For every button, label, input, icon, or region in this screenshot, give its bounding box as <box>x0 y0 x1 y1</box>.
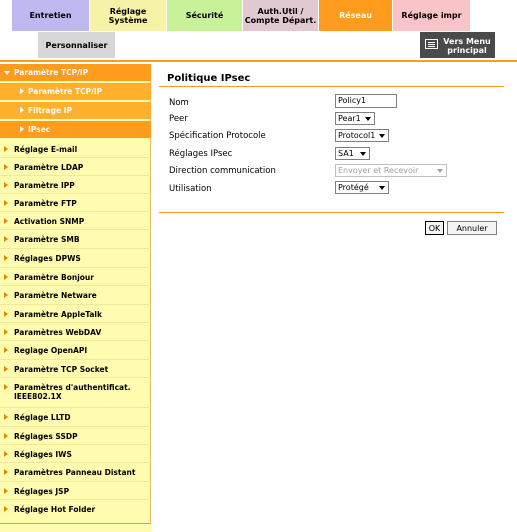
tab-entretien[interactable]: Entretien <box>12 0 90 31</box>
sidebar-item-smb[interactable] <box>0 230 151 249</box>
sidebar-item-tcpip-group[interactable] <box>0 64 151 81</box>
arrow-right-icon <box>4 200 8 206</box>
arrow-right-icon <box>4 182 8 188</box>
usage-value: Protégé <box>338 183 369 192</box>
sidebar-item-label: Réglages JSP <box>14 487 70 496</box>
sidebar-item-dpws[interactable] <box>0 249 151 268</box>
ipsec-settings-value: SA1 <box>338 149 354 158</box>
sidebar-item-tcpip[interactable] <box>0 83 151 100</box>
sidebar-item-label: Réglages DPWS <box>14 254 81 263</box>
sidebar-item-ipp[interactable] <box>0 176 151 194</box>
sidebar-item-hot-folder[interactable] <box>0 500 151 519</box>
cancel-button[interactable]: Annuler <box>447 221 497 235</box>
sidebar-item-label: Réglages IWS <box>14 450 72 459</box>
arrow-right-icon <box>20 126 24 132</box>
sidebar-item-appletalk[interactable] <box>0 305 151 323</box>
ipsec-settings-select[interactable] <box>335 147 370 160</box>
page-title: Politique IPsec <box>167 73 251 84</box>
tab-reglage-impr[interactable]: Réglage impr <box>393 0 471 31</box>
tab-reseau[interactable]: Réseau <box>319 0 393 31</box>
name-label: Nom <box>169 98 189 108</box>
arrow-right-icon <box>4 414 8 420</box>
sidebar-item-webdav[interactable] <box>0 323 151 341</box>
sidebar-item-ldap[interactable] <box>0 158 151 176</box>
protocol-value: Protocol1 <box>338 131 376 140</box>
arrow-right-icon <box>4 164 8 170</box>
sidebar-item-ip-filter[interactable] <box>0 102 151 119</box>
sidebar-item-label: Réglage Hot Folder <box>14 505 96 514</box>
name-value: Policy1 <box>338 96 367 105</box>
arrow-right-icon <box>4 146 8 152</box>
arrow-right-icon <box>4 347 8 353</box>
main-menu-button[interactable] <box>420 32 495 58</box>
ok-button[interactable]: OK <box>425 221 444 235</box>
sidebar-item-ftp[interactable] <box>0 194 151 212</box>
tab-auth-util[interactable]: Auth.Util / Compte Départ. <box>243 0 319 31</box>
sidebar-item-ssdp[interactable] <box>0 427 151 445</box>
sidebar-item-label: Paramètres Panneau Distant <box>14 468 136 477</box>
arrow-right-icon <box>4 488 8 494</box>
usage-label: Utilisation <box>169 184 212 194</box>
sidebar-item-label: Paramètre IPP <box>14 181 75 190</box>
sidebar <box>0 64 151 532</box>
sidebar-item-snmp[interactable] <box>0 212 151 230</box>
peer-label: Peer <box>169 114 188 124</box>
arrow-right-icon <box>4 255 8 261</box>
ipsec-policy-form <box>159 64 504 364</box>
ipsec-settings-label: Réglages IPsec <box>169 149 233 159</box>
sidebar-bottom-divider <box>0 523 151 524</box>
sidebar-item-label: IPsec <box>28 125 51 134</box>
arrow-right-icon <box>4 366 8 372</box>
sidebar-item-label: Filtrage IP <box>28 106 72 115</box>
sub-toolbar <box>0 31 517 58</box>
arrow-right-icon <box>4 236 8 242</box>
sidebar-item-label: Paramètre AppleTalk <box>14 310 102 319</box>
sidebar-item-iws[interactable] <box>0 445 151 463</box>
chevron-down-icon <box>360 152 366 156</box>
main-menu-label: Vers Menu principal <box>443 37 491 55</box>
chevron-down-icon <box>379 134 385 138</box>
tab-reglage-systeme[interactable]: Réglage Système <box>90 0 167 31</box>
sidebar-item-label: Réglage LLTD <box>14 413 71 422</box>
sidebar-item-label: Paramètres d'authentificat. IEEE802.1X <box>14 383 131 401</box>
arrow-right-icon <box>4 506 8 512</box>
arrow-right-icon <box>4 274 8 280</box>
sidebar-item-label: Paramètre TCP Socket <box>14 365 109 374</box>
direction-select[interactable] <box>335 164 447 177</box>
sidebar-item-ieee8021x[interactable] <box>0 378 151 408</box>
sidebar-item-label: Paramètre LDAP <box>14 163 84 172</box>
sidebar-item-jsp[interactable] <box>0 482 151 500</box>
sidebar-item-label: Réglage E-mail <box>14 145 78 154</box>
arrow-right-icon <box>4 451 8 457</box>
sidebar-item-label: Réglages SSDP <box>14 432 78 441</box>
arrow-right-icon <box>4 329 8 335</box>
sidebar-item-label: Paramètre Netware <box>14 291 97 300</box>
chevron-down-icon <box>4 71 10 75</box>
sidebar-item-openapi[interactable] <box>0 341 151 360</box>
arrow-right-icon <box>4 384 8 390</box>
peer-select[interactable] <box>335 112 375 125</box>
sidebar-item-label: Paramètre TCP/IP <box>28 87 103 96</box>
form-divider <box>159 212 504 213</box>
sidebar-item-netware[interactable] <box>0 286 151 305</box>
usage-select[interactable] <box>335 181 389 194</box>
chevron-down-icon <box>365 117 371 121</box>
peer-value: Pear1 <box>338 114 361 123</box>
top-tab-bar <box>0 0 517 31</box>
arrow-right-icon <box>4 218 8 224</box>
sidebar-item-lltd[interactable] <box>0 408 151 427</box>
arrow-right-icon <box>4 292 8 298</box>
direction-label: Direction communication <box>169 166 276 176</box>
arrow-right-icon <box>20 88 24 94</box>
arrow-right-icon <box>4 311 8 317</box>
sidebar-item-tcp-socket[interactable] <box>0 360 151 378</box>
arrow-right-icon <box>20 107 24 113</box>
chevron-down-icon <box>379 186 385 190</box>
protocol-label: Spécification Protocole <box>169 131 266 141</box>
header-divider <box>0 60 517 62</box>
sidebar-item-label: Paramètre Bonjour <box>14 273 94 282</box>
sidebar-item-label: Paramètres WebDAV <box>14 328 102 337</box>
name-input[interactable] <box>335 94 397 108</box>
direction-value: Envoyer et Recevoir <box>338 166 419 175</box>
arrow-right-icon <box>4 469 8 475</box>
sidebar-item-label: Paramètre FTP <box>14 199 77 208</box>
title-divider <box>159 86 504 87</box>
personalize-button[interactable]: Personnaliser <box>38 32 115 58</box>
sidebar-item-label: Activation SNMP <box>14 217 85 226</box>
protocol-select[interactable] <box>335 129 389 142</box>
sidebar-item-ipsec[interactable] <box>0 121 151 138</box>
menu-icon <box>425 39 438 49</box>
sidebar-item-email[interactable] <box>0 140 151 158</box>
sidebar-item-bonjour[interactable] <box>0 268 151 286</box>
sidebar-item-label: Paramètre SMB <box>14 235 80 244</box>
sidebar-item-label: Paramètre TCP/IP <box>14 68 89 77</box>
sidebar-item-remote-panel[interactable] <box>0 463 151 482</box>
tab-securite[interactable]: Sécurité <box>167 0 243 31</box>
arrow-right-icon <box>4 433 8 439</box>
sidebar-item-label: Reglage OpenAPI <box>14 346 88 355</box>
chevron-down-icon <box>437 169 443 173</box>
